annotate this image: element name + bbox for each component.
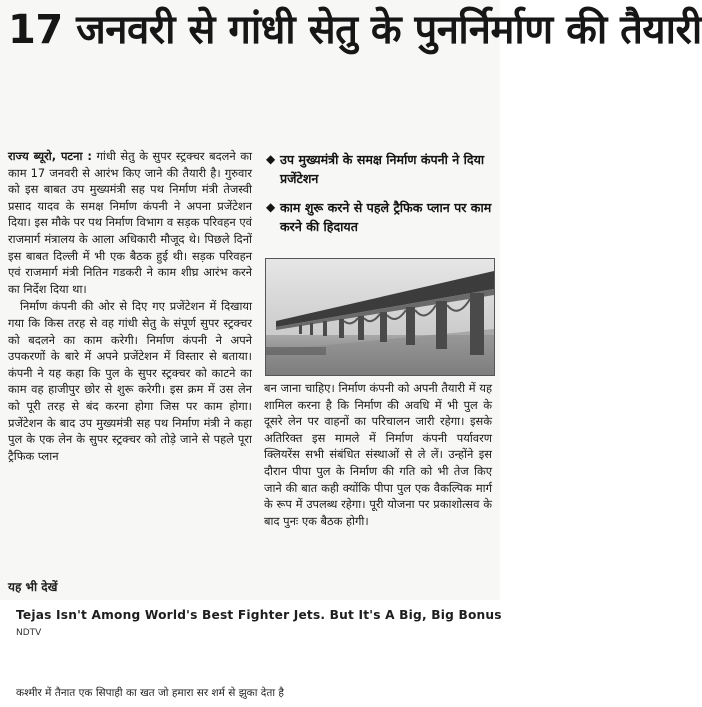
article-paragraph-3: बन जाना चाहिए। निर्माण कंपनी को अपनी तैयारी में यह शामिल करना है कि निर्माण की अवधि में भी पुल के दूसरे लेन पर वाहनों का परिचालन जारी रहेगा। इसके अतिरिक्त इस मामले में निर्माण कंपनी पर्यावरण क्लियरेंस सभी संबंधित संस्थाओं से ले लें। उन्होंने इस दौरान पीपा पुल के निर्माण की गति को भी तेज किए जाने की बात कही क्योंकि पीपा पुल एक वैकल्पिक मार्ग के रूप में उपलब्ध रहेगा। पूरी योजना पर प्रकाशोत्सव के बाद पुनः एक बैठक होगी।	[264, 381, 492, 528]
highlight-item	[266, 150, 492, 188]
diamond-bullet-icon: ◆	[266, 152, 276, 166]
related-link-source: NDTV	[16, 628, 42, 638]
see-also-label: यह भी देखें	[8, 580, 58, 594]
article-paragraph-1-text: गांधी सेतु के सुपर स्ट्रक्चर बदलने का काम 17 जनवरी से आरंभ किए जाने की तैयारी है। गुरुवार को इस बाबत उप मुख्यमंत्री सह पथ निर्माण मंत्री तेजस्वी प्रसाद यादव के समक्ष निर्माण कंपनी ने अपना प्रजेंटेशन दिया। इस मौके पर पथ निर्माण विभाग व सड़क परिवहन एवं राजमार्ग मंत्रालय के आला अधिकारी मौजूद थे। पिछले दिनों इस बाबत दिल्ली में भी एक बैठक हुई थी। सड़क परिवहन एवं राजमार्ग मंत्री नितिन गडकरी ने काम शीघ्र आरंभ करने का निर्देश दिया था।	[8, 149, 253, 296]
article-highlights	[266, 150, 492, 246]
article-right-column	[264, 380, 492, 530]
article-paragraph-2: निर्माण कंपनी की ओर से दिए गए प्रजेंटेशन में दिखाया गया कि किस तरह से वह गांधी सेतु के संपूर्ण सुपर स्ट्रक्चर को बदलने का काम करेगी। निर्माण कंपनी ने अपने उपकरणों के बारे में अपने प्रजेंटेशन में विस्तार से बताया। कंपनी ने यह कहा कि पुल के सुपर स्ट्रक्चर को काटने का काम वह हाजीपुर छोर से शुरू करेगी। इस क्रम में उस लेन को पूरी तरह से बंद करना होगा जिस पर काम होगा। प्रजेंटेशन के बाद उप मुख्यमंत्री सह पथ निर्माण मंत्री ने कहा पुल के एक लेन के सुपर स्ट्रक्चर को तोड़े जाने से पहले पूरा ट्रैफिक प्लान	[8, 299, 252, 463]
article-dateline: राज्य ब्यूरो, पटना :	[8, 149, 92, 163]
highlight-item	[266, 198, 492, 236]
highlight-text: उप मुख्यमंत्री के समक्ष निर्माण कंपनी ने दिया प्रजेंटेशन	[280, 152, 485, 186]
bridge-photo-illustration	[266, 259, 494, 375]
article-left-column	[8, 148, 252, 465]
related-link-title[interactable]: कश्मीर में तैनात एक सिपाही का खत जो हमारा सर शर्म से झुका देता है	[16, 687, 284, 699]
bridge-photo	[265, 258, 495, 376]
highlight-text: काम शुरू करने से पहले ट्रैफिक प्लान पर काम करने की हिदायत	[280, 200, 492, 234]
related-link-title[interactable]: Tejas Isn't Among World's Best Fighter Jets. But It's A Big, Big Bonus	[16, 608, 502, 622]
article-paragraph-1	[8, 148, 252, 297]
article-headline: 17 जनवरी से गांधी सेतु के पुनर्निर्माण की तैयारी	[8, 7, 702, 53]
diamond-bullet-icon: ◆	[266, 200, 276, 214]
